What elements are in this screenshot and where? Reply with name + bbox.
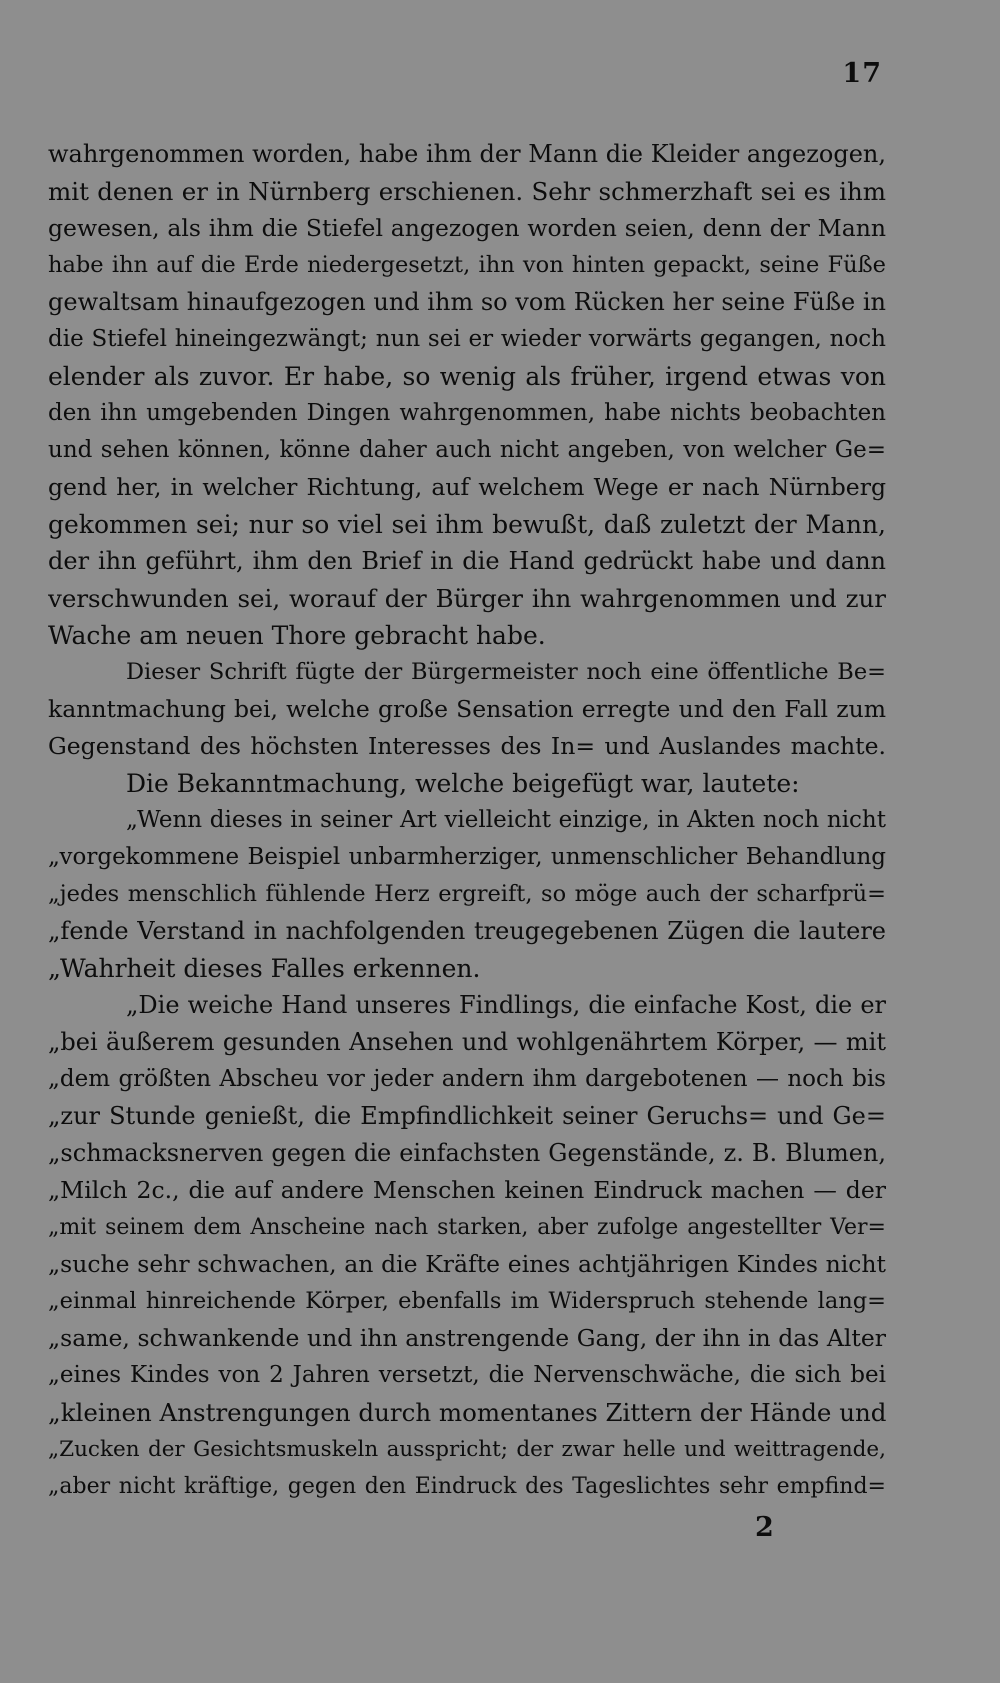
page-number: 17 <box>842 58 882 89</box>
text-line: gewaltsam hinaufgezogen und ihm so vom Rücken her seine Füße in <box>48 288 886 316</box>
text-line: „fende Verstand in nachfolgenden treugegebenen Zügen die lautere <box>48 917 886 945</box>
text-line: „same, schwankende und ihn anstrengende Gang, der ihn in das Alter <box>48 1324 886 1352</box>
text-line: die Stiefel hineingezwängt; nun sei er wieder vorwärts gegangen, noch <box>48 326 886 352</box>
text-line: „dem größten Abscheu vor jeder andern ihm dargebotenen — noch bis <box>48 1066 886 1092</box>
text-line: Dieser Schrift fügte der Bürgermeister noch eine öffentliche Be= <box>126 659 886 685</box>
text-line: verschwunden sei, worauf der Bürger ihn wahrgenommen und zur <box>48 584 886 613</box>
text-line: den ihn umgebenden Dingen wahrgenommen, habe nichts beobachten <box>48 400 886 426</box>
text-line: „kleinen Anstrengungen durch momentanes Zittern der Hände und <box>48 1398 886 1427</box>
text-line: gend her, in welcher Richtung, auf welchem Wege er nach Nürnberg <box>48 473 886 501</box>
text-line: „schmacksnerven gegen die einfachsten Gegenstände, z. B. Blumen, <box>48 1139 886 1167</box>
text-line: „einmal hinreichende Körper, ebenfalls im Widerspruch stehende lang= <box>48 1288 886 1314</box>
text-line: und sehen können, könne daher auch nicht angeben, von welcher Ge= <box>48 437 886 463</box>
text-line: „Wahrheit dieses Falles erkennen. <box>48 954 481 983</box>
signature-mark: 2 <box>755 1512 774 1543</box>
text-line: Wache am neuen Thore gebracht habe. <box>48 621 546 650</box>
text-line: habe ihn auf die Erde niedergesetzt, ihn von hinten gepackt, seine Füße <box>48 252 886 278</box>
text-line: „eines Kindes von 2 Jahren versetzt, die Nervenschwäche, die sich bei <box>48 1362 886 1388</box>
text-line: „bei äußerem gesunden Ansehen und wohlgenährtem Körper, — mit <box>48 1028 886 1056</box>
text-line: elender als zuvor. Er habe, so wenig als früher, irgend etwas von <box>48 362 886 391</box>
text-line: „vorgekommene Beispiel unbarmherziger, unmenschlicher Behandlung <box>48 844 886 870</box>
text-line: wahrgenommen worden, habe ihm der Mann die Kleider angezogen, <box>48 140 886 168</box>
text-line: „Zucken der Gesichtsmuskeln ausspricht; der zwar helle und weittragende, <box>48 1437 886 1462</box>
text-line: gekommen sei; nur so viel sei ihm bewußt, daß zuletzt der Mann, <box>48 510 886 539</box>
text-line: kanntmachung bei, welche große Sensation erregte und den Fall zum <box>48 695 886 723</box>
text-line: „Milch 2c., die auf andere Menschen keinen Eindruck machen — der <box>48 1176 886 1204</box>
text-line: „zur Stunde genießt, die Empfindlichkeit seiner Geruchs= und Ge= <box>48 1102 886 1130</box>
text-line: „suche sehr schwachen, an die Kräfte eines achtjährigen Kindes nicht <box>48 1250 886 1278</box>
text-line: „jedes menschlich fühlende Herz ergreift, so möge auch der scharfprü= <box>48 881 886 907</box>
text-line: „mit seinem dem Anscheine nach starken, aber zufolge angestellter Ver= <box>48 1215 886 1240</box>
text-line: Gegenstand des höchsten Interesses des In= und Auslandes machte. <box>48 732 886 760</box>
text-line: „Die weiche Hand unseres Findlings, die einfache Kost, die er <box>126 991 886 1019</box>
text-line: mit denen er in Nürnberg erschienen. Sehr schmerzhaft sei es ihm <box>48 177 886 206</box>
text-line: der ihn geführt, ihm den Brief in die Hand gedrückt habe und dann <box>48 547 886 575</box>
text-line: Die Bekanntmachung, welche beigefügt war, lautete: <box>126 769 800 798</box>
text-line: gewesen, als ihm die Stiefel angezogen worden seien, denn der Mann <box>48 214 886 242</box>
text-line: „Wenn dieses in seiner Art vielleicht einzige, in Akten noch nicht <box>126 807 886 833</box>
text-line: „aber nicht kräftige, gegen den Eindruck des Tageslichtes sehr empfind= <box>48 1474 886 1499</box>
body-text <box>48 136 886 1505</box>
